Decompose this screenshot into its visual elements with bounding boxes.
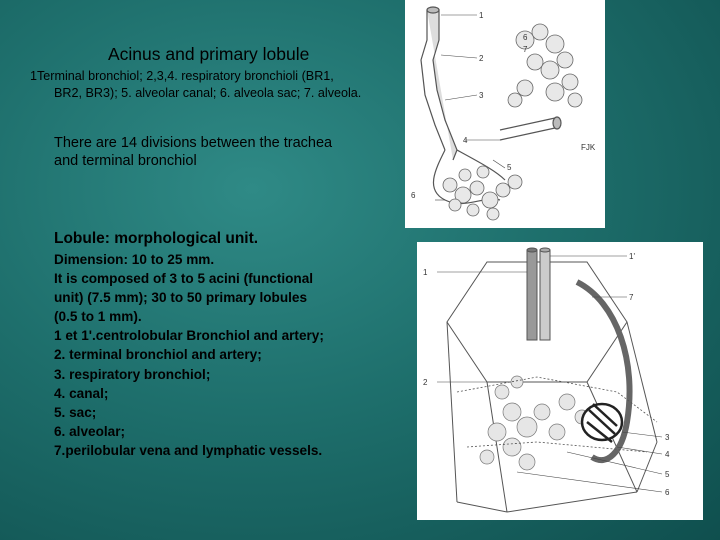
fig2-label: 2 [423,378,428,387]
lobule-illustration [417,242,703,520]
lobule-description [54,250,384,460]
lobule-line: 4. canal; [54,385,109,401]
fig1-label: 6 [411,191,416,200]
fig1-label: 3 [479,91,484,100]
fig2-label: 3 [665,433,670,442]
fig1-label: 1 [479,11,484,20]
acinus-legend [30,68,375,102]
lobule-line: Dimension: 10 to 25 mm. [54,252,215,267]
lobule-line: 3. respiratory bronchiol; [54,366,211,382]
acinus-drawing [405,0,605,228]
fig1-label: 2 [479,54,484,63]
lobule-heading: Lobule: morphological unit. [54,230,259,247]
lobule-line: 5. sac; [54,404,97,420]
acinus-legend-line2: BR2, BR3); 5. alveolar canal; 6. alveola sac; 7. alveola. [54,86,362,100]
lobule-line: 6. alveolar; [54,423,126,439]
acinus-illustration [405,0,605,228]
fig2-label: 1 [423,268,428,277]
lobule-drawing [417,242,703,520]
fig1-label: 6 [523,33,528,42]
fig1-credit: FJK [581,143,596,152]
fig2-label: 4 [665,450,670,459]
fig2-label: 7 [629,293,634,302]
slide-title: Acinus and primary lobule [108,44,310,64]
divisions-note: There are 14 divisions between the trachea and terminal bronchiol [54,135,333,169]
fig2-label: 5 [665,470,670,479]
fig1-label: 5 [507,163,512,172]
fig2-label: 1' [629,252,635,261]
lobule-line: 7.perilobular vena and lymphatic vessels. [54,442,323,458]
fig1-label: 7 [523,45,528,54]
lobule-line: It is composed of 3 to 5 acini (functional [54,271,314,287]
lobule-line: 1 et 1'.centrolobular Bronchiol and artery; [54,328,324,344]
lobule-line: unit) (7.5 mm); 30 to 50 primary lobules [54,290,308,306]
acinus-legend-line1: 1Terminal bronchiol; 2,3,4. respiratory bronchioli (BR1, [30,69,334,83]
lobule-line: 2. terminal bronchiol and artery; [54,347,262,363]
fig1-label: 4 [463,136,468,145]
fig2-label: 6 [665,488,670,497]
lobule-line: (0.5 to 1 mm). [54,309,142,325]
